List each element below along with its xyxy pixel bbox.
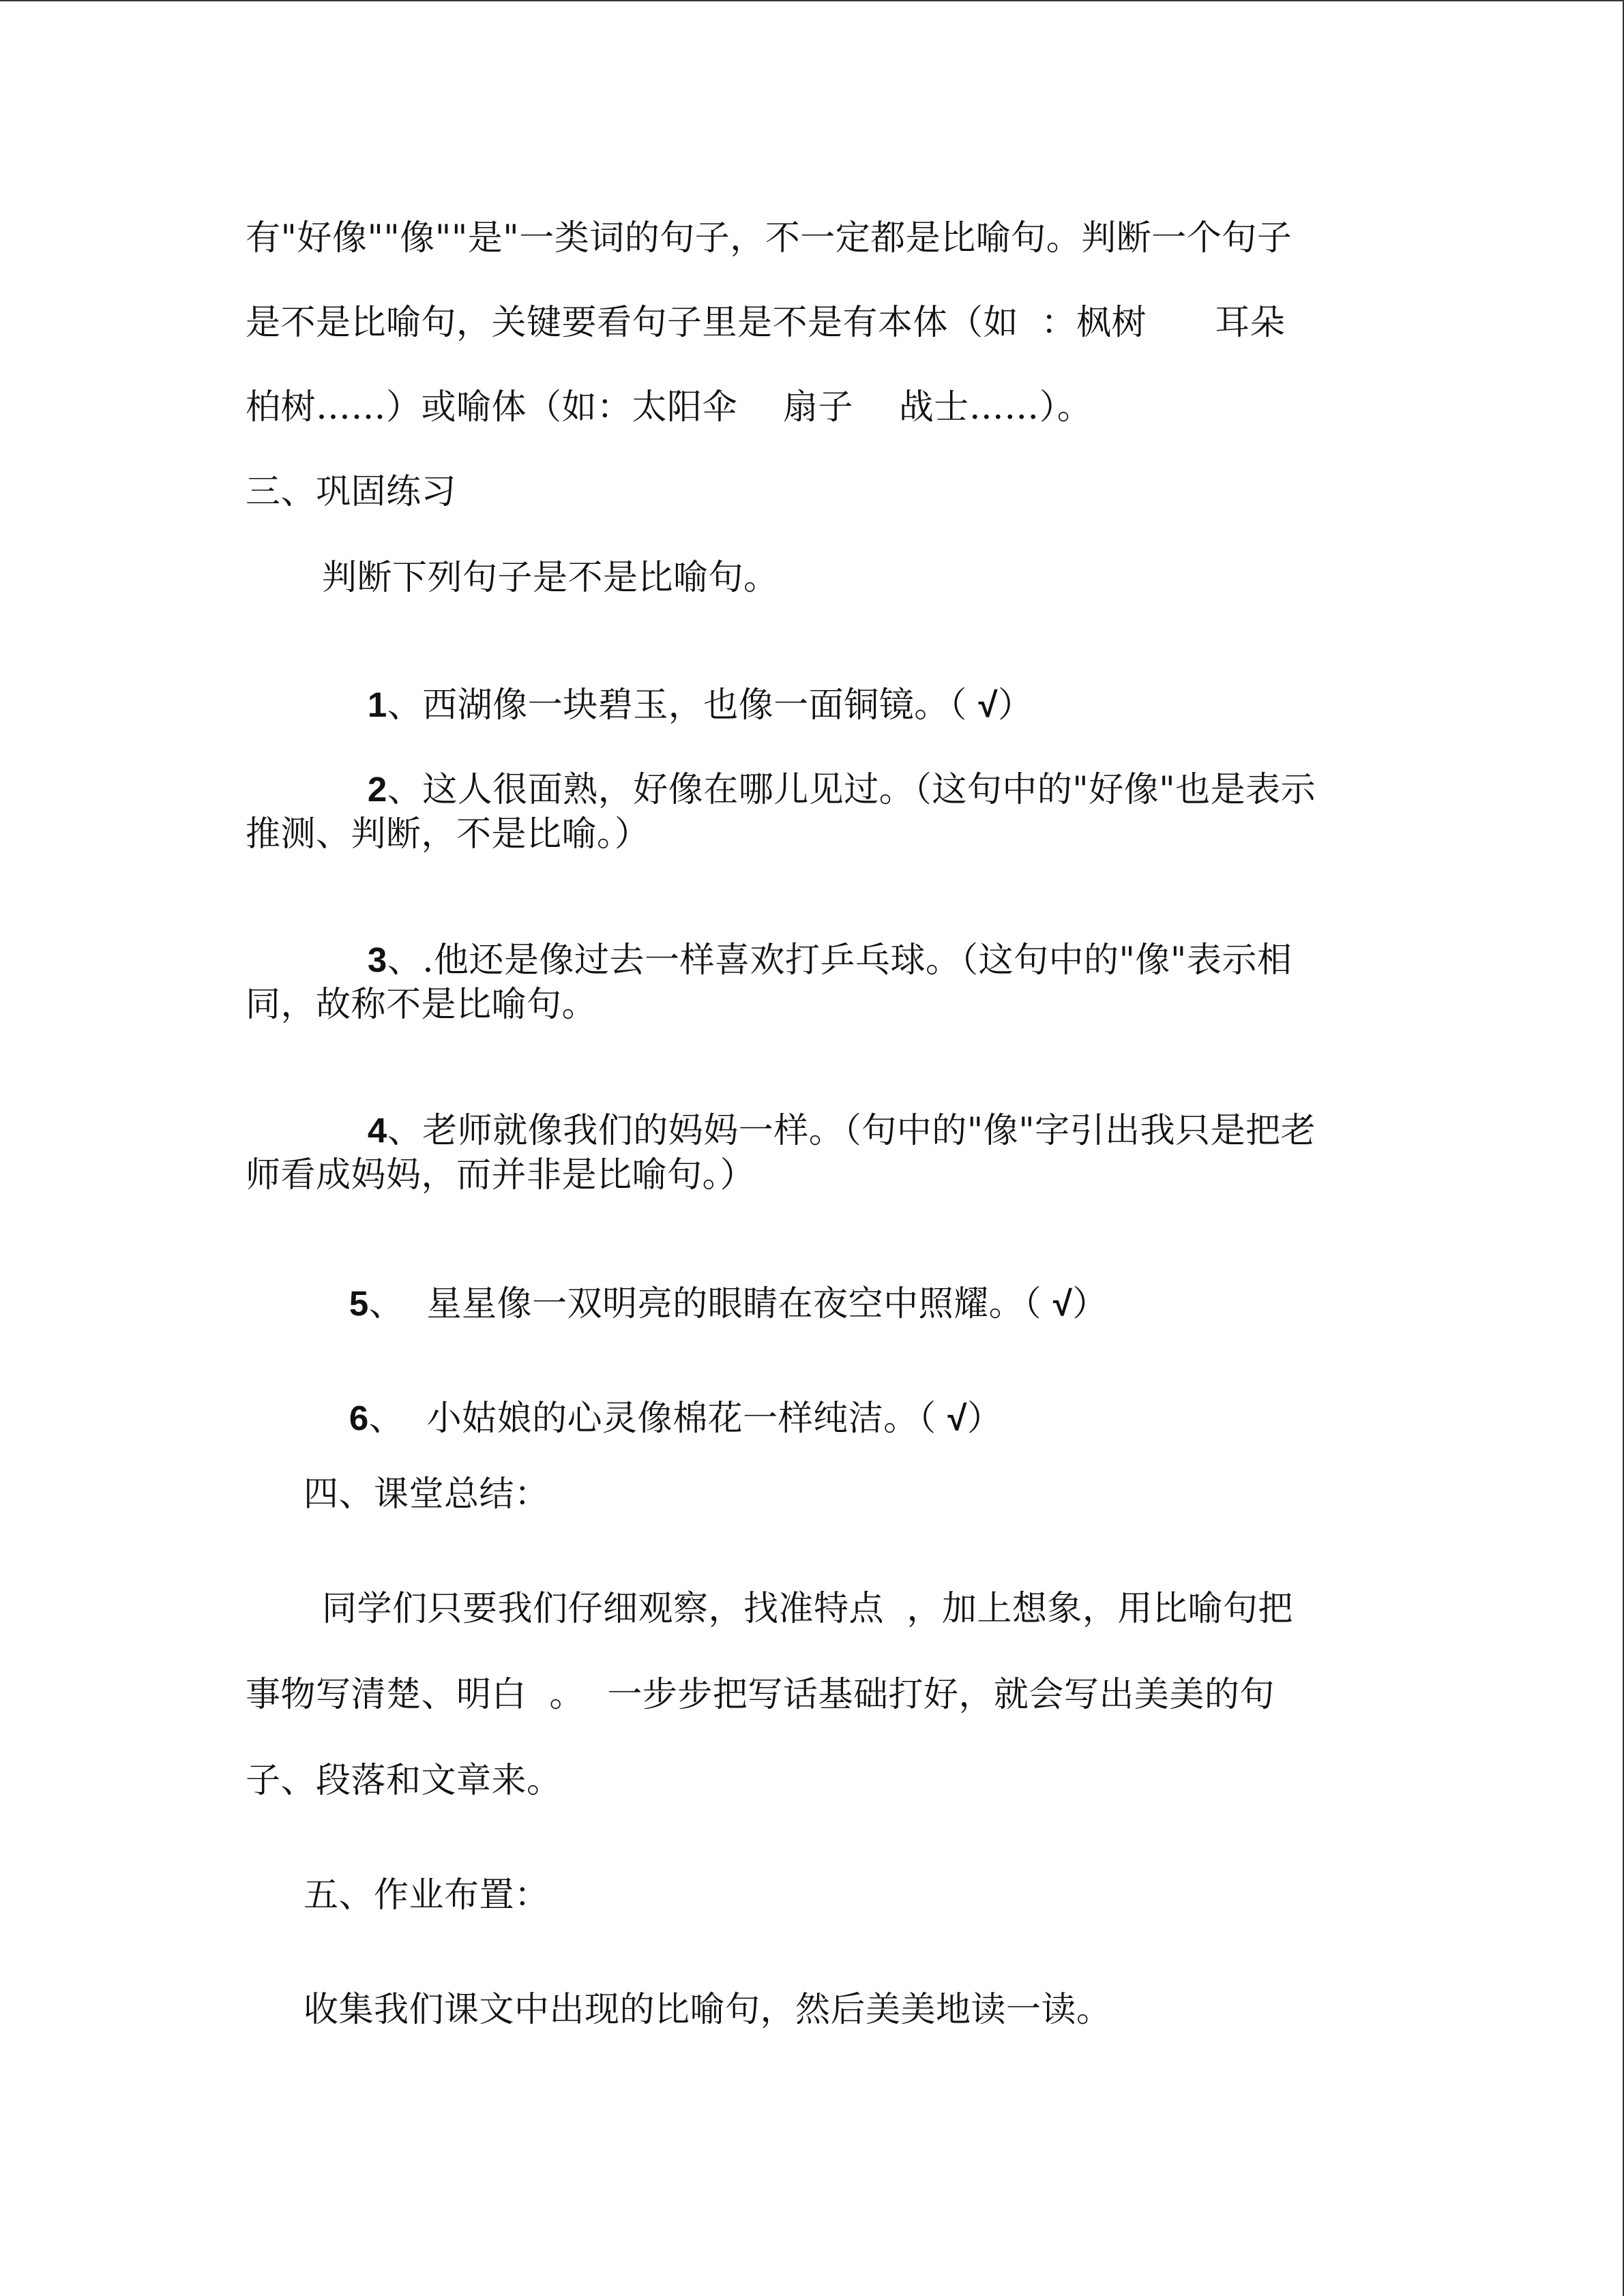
exercise-intro: 判断下列句子是不是比喻句。: [322, 558, 779, 598]
paragraph-line: 收集我们课文中出现的比喻句，然后美美地读一读。: [304, 1990, 1112, 2030]
paragraph-line: 同学们只要我们仔细观察，找准特点 ，加上想象，用比喻句把: [322, 1589, 1293, 1629]
exercise-item: [304, 1242, 1108, 1366]
item-number: 6: [349, 1399, 369, 1437]
item-number: 1: [367, 685, 387, 724]
item-text: 、西湖像一块碧玉，也像一面铜镜。（: [387, 685, 979, 726]
exercise-item-continuation: 推测、判断，不是比喻。）: [246, 814, 650, 854]
item-number: 5: [349, 1284, 369, 1323]
item-number: 4: [367, 1111, 387, 1150]
section-heading: 五、作业布置：: [304, 1875, 550, 1915]
paragraph-line: 有"好像""像""是"一类词的句子，不一定都是比喻句。判断一个句子: [246, 218, 1293, 258]
paragraph-line: 柏树……）或喻体（如：太阳伞 扇子 战士……）。: [246, 387, 1093, 428]
exercise-item-continuation: 同，故称不是比喻句。: [246, 985, 597, 1025]
exercise-item: [304, 1357, 1002, 1480]
paragraph-line: 事物写清楚、明白 。 一步步把写话基础打好，就会写出美美的句: [246, 1675, 1275, 1715]
check-mark: √: [978, 685, 998, 724]
section-heading: 四、课堂总结：: [304, 1474, 550, 1515]
item-text: 、.他还是像过去一样喜欢打乒乓球。（这句中的"像"表示相: [387, 940, 1293, 981]
item-end: ）: [966, 1399, 1003, 1439]
item-text: 、 星星像一双明亮的眼睛在夜空中照耀。（: [368, 1284, 1053, 1324]
item-text: 、 小姑娘的心灵像棉花一样纯洁。（: [368, 1399, 948, 1439]
item-end: ）: [1072, 1284, 1108, 1324]
paragraph-line: 是不是比喻句，关键要看句子里是不是有本体（如 ：枫树 耳朵: [246, 303, 1286, 343]
section-heading: 三、巩固练习: [246, 472, 457, 512]
item-text: 、这人很面熟，好像在哪儿见过。（这句中的"好像"也是表示: [387, 770, 1316, 810]
check-mark: √: [1052, 1284, 1073, 1323]
check-mark: √: [947, 1399, 967, 1437]
exercise-item-continuation: 师看成妈妈，而并非是比喻句。）: [246, 1155, 756, 1195]
item-end: ）: [997, 685, 1033, 726]
item-number: 2: [367, 770, 387, 809]
item-number: 3: [367, 940, 387, 979]
item-text: 、老师就像我们的妈妈一样。（句中的"像"字引出我只是把老: [387, 1111, 1316, 1151]
paragraph-line: 子、段落和文章来。: [246, 1761, 562, 1801]
